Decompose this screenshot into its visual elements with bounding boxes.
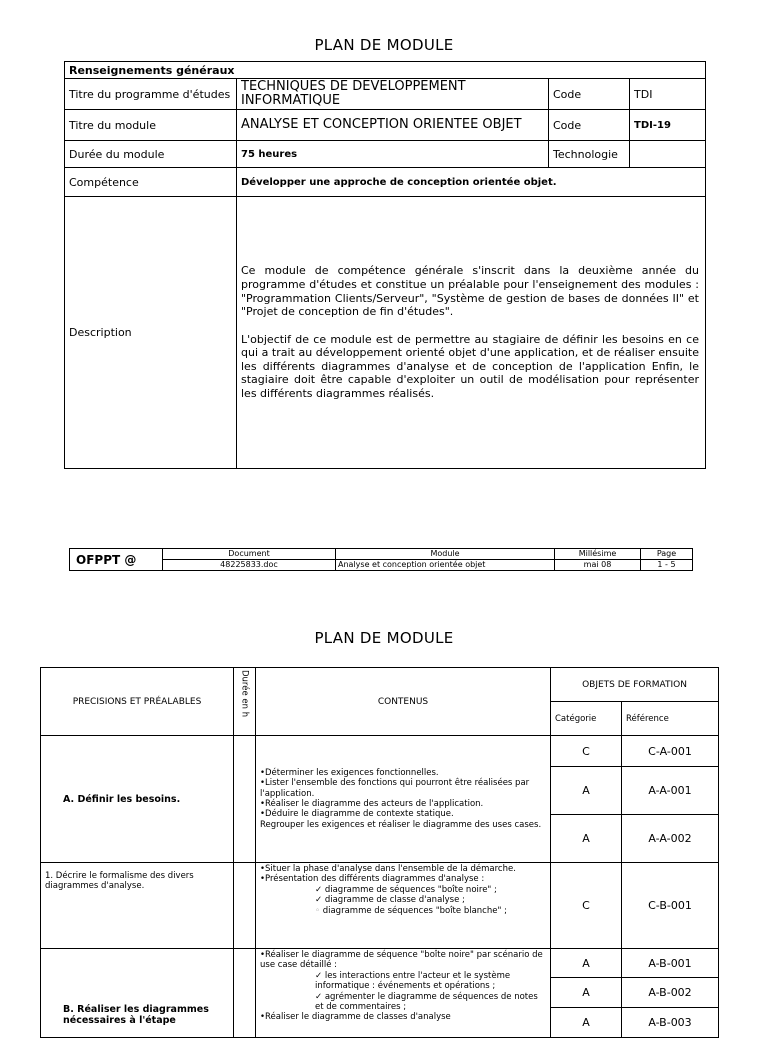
footer-year-value: mai 08 bbox=[555, 560, 641, 571]
description-label: Description bbox=[65, 197, 237, 469]
list-subitem: ✓ agrémenter le diagramme de séquences de notes et de commentaires ; bbox=[260, 992, 546, 1013]
section-b-duration bbox=[234, 949, 256, 1038]
program-code-value: TDI bbox=[630, 79, 706, 110]
description-paragraph-2: L'objectif de ce module est de permettre au stagiaire de définir les besoins en ce qui a trait au développement orienté objet d'une application, et de réaliser ensuite les différents diagrammes d'analyse et de conception de l'application Enfin, le stagiaire doit être capable d'exploiter un outil de modélisation pour représenter les différents diagrammes réalisés. bbox=[241, 332, 699, 401]
section-1-label: 1. Décrire le formalisme des divers diagrammes d'analyse. bbox=[41, 863, 234, 949]
header-duree: Durée en h bbox=[234, 668, 256, 736]
category-cell: A bbox=[551, 1008, 622, 1038]
reference-cell: A-A-002 bbox=[622, 815, 719, 863]
section-1-contents bbox=[256, 863, 551, 949]
description-value bbox=[237, 197, 706, 469]
list-item: • Présentation des différents diagrammes d'analyse : bbox=[260, 874, 546, 884]
list-item: • Réaliser le diagramme de séquence "boîte noire" par scénario de use case détaillé : bbox=[260, 950, 546, 971]
header-objets: OBJETS DE FORMATION bbox=[551, 668, 719, 702]
category-cell: C bbox=[551, 863, 622, 949]
reference-cell: A-B-002 bbox=[622, 978, 719, 1008]
program-value: TECHNIQUES DE DEVELOPPEMENT INFORMATIQUE bbox=[237, 79, 549, 110]
technology-label: Technologie bbox=[549, 141, 630, 168]
page-title: PLAN DE MODULE bbox=[314, 36, 454, 54]
header-contenus: CONTENUS bbox=[256, 668, 551, 736]
general-info-table bbox=[64, 61, 706, 469]
footer-org: OFPPT @ bbox=[70, 549, 163, 571]
footer-doc-value: 48225833.doc bbox=[163, 560, 336, 571]
section-b-contents bbox=[256, 949, 551, 1038]
reference-cell: C-A-001 bbox=[622, 736, 719, 767]
list-subitem: ✓ les interactions entre l'acteur et le système informatique : événements et opérations ; bbox=[260, 971, 546, 992]
section-a-duration bbox=[234, 736, 256, 863]
duration-label: Durée du module bbox=[65, 141, 237, 168]
list-item: Regrouper les exigences et réaliser le diagramme des uses cases. bbox=[260, 819, 542, 830]
technology-value bbox=[630, 141, 706, 168]
duration-value: 75 heures bbox=[237, 141, 549, 168]
reference-cell: C-B-001 bbox=[622, 863, 719, 949]
section-a-contents bbox=[256, 736, 551, 863]
section-header: Renseignements généraux bbox=[65, 62, 706, 79]
program-code-label: Code bbox=[549, 79, 630, 110]
header-categorie: Catégorie bbox=[551, 702, 622, 736]
description-paragraph-1: Ce module de compétence générale s'inscrit dans la deuxième année du programme d'études et constitue un préalable pour l'enseignement des modules : "Programmation Clients/Serveur", "Système de gestion de bases de données II" et "Projet de conception de fin d'études". bbox=[241, 264, 699, 319]
category-cell: A bbox=[551, 767, 622, 815]
list-subitem: ✓ diagramme de classe d'analyse ; bbox=[260, 895, 546, 905]
page-title-2: PLAN DE MODULE bbox=[314, 629, 454, 647]
reference-cell: A-B-003 bbox=[622, 1008, 719, 1038]
module-code-label: Code bbox=[549, 110, 630, 141]
module-value: ANALYSE ET CONCEPTION ORIENTEE OBJET bbox=[237, 110, 549, 141]
competence-value: Développer une approche de conception orientée objet. bbox=[237, 168, 706, 197]
footer-module-value: Analyse et conception orientée objet bbox=[336, 560, 555, 571]
module-plan-table bbox=[40, 667, 719, 1038]
category-cell: A bbox=[551, 978, 622, 1008]
footer-year-label: Millésime bbox=[555, 549, 641, 560]
list-item: • Déduire le diagramme de contexte statique. bbox=[260, 809, 546, 819]
list-item: • Déterminer les exigences fonctionnelles. bbox=[260, 768, 546, 778]
list-item: • Situer la phase d'analyse dans l'ensemble de la démarche. bbox=[260, 864, 546, 874]
header-reference: Référence bbox=[622, 702, 719, 736]
list-subitem: ◦ diagramme de séquences "boîte blanche" ; bbox=[260, 906, 546, 916]
module-label: Titre du module bbox=[65, 110, 237, 141]
section-1-duration bbox=[234, 863, 256, 949]
footer-module-label: Module bbox=[336, 549, 555, 560]
program-label: Titre du programme d'études bbox=[65, 79, 237, 110]
header-precisions: PRECISIONS ET PRÉALABLES bbox=[41, 668, 234, 736]
section-b-label: B. Réaliser les diagrammes nécessaires à l'étape bbox=[41, 949, 234, 1038]
page-footer bbox=[69, 548, 693, 571]
footer-page-label: Page bbox=[641, 549, 693, 560]
category-cell: A bbox=[551, 949, 622, 978]
reference-cell: A-B-001 bbox=[622, 949, 719, 978]
category-cell: A bbox=[551, 815, 622, 863]
reference-cell: A-A-001 bbox=[622, 767, 719, 815]
list-item: • Réaliser le diagramme de classes d'analyse bbox=[260, 1012, 546, 1022]
footer-doc-label: Document bbox=[163, 549, 336, 560]
module-code-value: TDI-19 bbox=[630, 110, 706, 141]
footer-page-value: 1 - 5 bbox=[641, 560, 693, 571]
list-item: • Réaliser le diagramme des acteurs de l'application. bbox=[260, 799, 546, 809]
list-subitem: ✓ diagramme de séquences "boîte noire" ; bbox=[260, 885, 546, 895]
section-a-label: A. Définir les besoins. bbox=[41, 736, 234, 863]
list-item: • Lister l'ensemble des fonctions qui pourront être réalisées par l'application. bbox=[260, 778, 546, 799]
category-cell: C bbox=[551, 736, 622, 767]
competence-label: Compétence bbox=[65, 168, 237, 197]
